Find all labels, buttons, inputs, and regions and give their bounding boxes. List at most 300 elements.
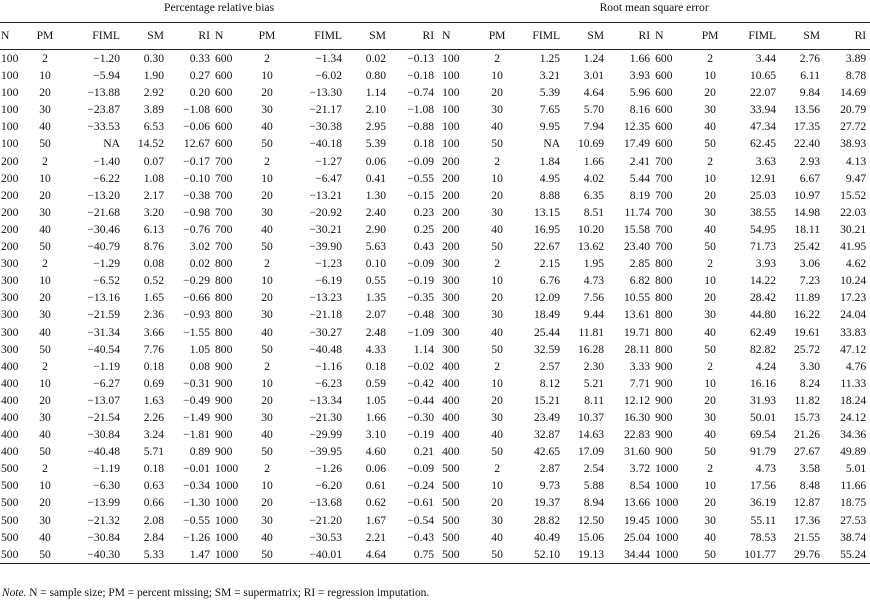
cell-sm: 11.81 <box>578 325 605 339</box>
cell-sm: 5.71 <box>143 445 164 459</box>
cell-ri: 16.30 <box>624 410 651 424</box>
cell-ri: 27.53 <box>840 513 867 527</box>
cell-ri: −0.88 <box>407 120 435 134</box>
cell-pm: 30 <box>261 410 273 424</box>
cell-ri: −0.54 <box>407 513 435 527</box>
cell-ri: 10.24 <box>840 274 867 288</box>
cell-pm: 2 <box>42 52 48 65</box>
column-header-ri: RI <box>824 23 870 50</box>
cell-n: 300 <box>442 342 460 356</box>
cell-ri: 38.93 <box>840 137 867 151</box>
cell-pm: 40 <box>704 222 716 236</box>
cell-fiml: 25.44 <box>534 325 561 339</box>
cell-fiml: −21.59 <box>87 308 120 322</box>
cell-pm: 20 <box>261 291 273 305</box>
column-header-fiml: FIML <box>284 23 346 50</box>
cell-ri: 0.89 <box>189 445 210 459</box>
cell-ri: 17.23 <box>840 291 867 305</box>
cell-fiml: 16.16 <box>750 376 777 390</box>
cell-sm: 13.62 <box>578 240 605 254</box>
cell-pm: 30 <box>261 513 273 527</box>
cell-pm: 30 <box>261 205 273 219</box>
cell-pm: 20 <box>491 291 503 305</box>
cell-ri: −0.55 <box>407 171 435 185</box>
cell-pm: 10 <box>491 274 503 288</box>
cell-n: 1000 <box>655 479 679 493</box>
cell-ri: −1.81 <box>183 428 210 442</box>
cell-sm: 2.26 <box>143 410 164 424</box>
cell-pm: 50 <box>250 546 284 564</box>
cell-n: 900 <box>215 445 233 459</box>
cell-n: 800 <box>215 325 233 339</box>
cell-ri: 8.16 <box>629 103 651 117</box>
cell-fiml: 12.91 <box>750 171 777 185</box>
cell-pm: 2 <box>42 359 48 373</box>
cell-ri: 34.36 <box>840 428 867 442</box>
cell-sm: 2.07 <box>365 308 386 322</box>
cell-pm: 30 <box>704 513 716 527</box>
cell-n: 100 <box>442 137 460 151</box>
table-row <box>0 375 870 392</box>
cell-sm: 10.20 <box>578 222 605 236</box>
cell-ri: −0.38 <box>183 188 210 202</box>
cell-n: 900 <box>215 359 233 373</box>
table-row <box>0 118 870 135</box>
cell-n: 700 <box>215 188 233 202</box>
cell-fiml: 13.15 <box>534 205 561 219</box>
cell-pm: 50 <box>704 445 716 459</box>
cell-ri: 6.82 <box>629 274 651 288</box>
cell-pm: 20 <box>261 86 273 100</box>
cell-n: 900 <box>215 410 233 424</box>
cell-sm: 14.98 <box>794 205 821 219</box>
cell-fiml: 55.11 <box>750 513 777 527</box>
cell-pm: 50 <box>261 137 273 151</box>
cell-ri: 30.21 <box>840 222 867 236</box>
cell-n: 900 <box>655 410 673 424</box>
cell-fiml: 25.03 <box>750 188 777 202</box>
cell-pm: 50 <box>491 137 503 151</box>
cell-fiml: −13.20 <box>87 188 120 202</box>
cell-ri: 18.24 <box>840 393 867 407</box>
cell-ri: −1.08 <box>407 103 435 117</box>
cell-pm: 40 <box>39 120 51 134</box>
cell-n: 1000 <box>214 546 250 564</box>
cell-n: 600 <box>655 69 673 83</box>
cell-pm: 2 <box>494 359 500 373</box>
cell-ri: 4.76 <box>845 359 867 373</box>
cell-ri: 8.78 <box>845 69 867 83</box>
cell-ri: 0.23 <box>413 205 435 219</box>
cell-ri: −0.18 <box>407 69 435 83</box>
cell-ri: −0.66 <box>183 291 210 305</box>
cell-n: 200 <box>1 222 19 236</box>
cell-n: 100 <box>1 69 19 83</box>
cell-fiml: −33.53 <box>87 120 120 134</box>
cell-n: 600 <box>655 137 673 151</box>
cell-sm: 3.10 <box>365 428 386 442</box>
cell-pm: 10 <box>39 479 51 493</box>
cell-fiml: 18.49 <box>534 308 561 322</box>
cell-ri: −1.08 <box>183 103 210 117</box>
cell-sm: 3.01 <box>583 69 605 83</box>
cell-n: 700 <box>655 222 673 236</box>
cell-ri: 31.60 <box>624 445 651 459</box>
cell-fiml: 4.24 <box>755 359 777 373</box>
cell-ri: −0.09 <box>407 257 435 271</box>
cell-ri: 19.71 <box>624 325 651 339</box>
cell-pm: 20 <box>704 291 716 305</box>
cell-sm: 17.36 <box>794 513 821 527</box>
cell-sm: 0.55 <box>365 274 386 288</box>
cell-ri: 28.11 <box>624 342 651 356</box>
cell-sm: 6.13 <box>143 222 164 236</box>
cell-pm: 30 <box>491 410 503 424</box>
cell-fiml: −23.87 <box>87 103 120 117</box>
cell-fiml: 8.88 <box>539 188 561 202</box>
cell-pm: 20 <box>39 393 51 407</box>
table-row <box>0 512 870 529</box>
cell-fiml: 2.87 <box>539 462 561 476</box>
cell-sm: 10.37 <box>578 410 605 424</box>
cell-sm: 9.44 <box>583 308 605 322</box>
cell-sm: 0.62 <box>365 496 386 510</box>
cell-ri: 3.93 <box>629 69 651 83</box>
cell-sm: 3.20 <box>143 205 164 219</box>
cell-sm: 1.66 <box>365 410 386 424</box>
cell-pm: 50 <box>261 240 273 254</box>
cell-fiml: 32.87 <box>534 428 561 442</box>
cell-n: 700 <box>655 154 673 168</box>
cell-sm: 17.35 <box>794 120 821 134</box>
table-row <box>0 494 870 511</box>
cell-n: 800 <box>655 274 673 288</box>
cell-sm: 1.24 <box>583 52 605 65</box>
cell-sm: 9.84 <box>799 86 821 100</box>
cell-sm: 2.76 <box>799 52 821 65</box>
group-header-rmse: Root mean square error <box>438 0 870 23</box>
cell-fiml: 62.49 <box>750 325 777 339</box>
cell-sm: 1.63 <box>143 393 164 407</box>
cell-pm: 20 <box>261 496 273 510</box>
cell-ri: 18.75 <box>840 496 867 510</box>
cell-ri: 55.24 <box>824 546 870 564</box>
cell-sm: 11.82 <box>794 393 821 407</box>
cell-sm: 0.08 <box>143 257 164 271</box>
cell-sm: 13.56 <box>794 103 821 117</box>
cell-sm: 4.02 <box>583 171 605 185</box>
cell-fiml: −21.30 <box>309 410 342 424</box>
cell-ri: 15.52 <box>840 188 867 202</box>
cell-ri: −1.30 <box>183 496 210 510</box>
note-label: Note. <box>2 587 27 599</box>
cell-ri: −0.76 <box>183 222 210 236</box>
cell-fiml: 7.65 <box>539 103 561 117</box>
cell-sm: 7.94 <box>583 120 605 134</box>
cell-pm: 2 <box>707 359 713 373</box>
cell-ri: 27.72 <box>840 120 867 134</box>
cell-ri: 14.69 <box>840 86 867 100</box>
cell-pm: 40 <box>39 325 51 339</box>
cell-pm: 2 <box>264 257 270 271</box>
cell-fiml: −13.16 <box>87 291 120 305</box>
cell-sm: 0.18 <box>365 359 386 373</box>
cell-n: 400 <box>442 428 460 442</box>
cell-n: 500 <box>1 496 19 510</box>
cell-ri: 5.01 <box>845 462 867 476</box>
cell-n: 100 <box>442 120 460 134</box>
cell-n: 100 <box>1 103 19 117</box>
cell-pm: 30 <box>39 103 51 117</box>
cell-pm: 50 <box>39 240 51 254</box>
cell-fiml: −13.21 <box>309 188 342 202</box>
cell-ri: −0.01 <box>183 462 210 476</box>
cell-sm: 7.76 <box>143 342 164 356</box>
cell-fiml: 71.73 <box>750 240 777 254</box>
cell-n: 800 <box>655 257 673 271</box>
cell-ri: 1.66 <box>629 52 651 65</box>
cell-n: 500 <box>1 462 19 476</box>
cell-pm: 50 <box>704 137 716 151</box>
cell-fiml: 38.55 <box>750 205 777 219</box>
column-header-pm: PM <box>480 23 514 50</box>
cell-fiml: −5.94 <box>93 69 120 83</box>
column-header-sm: SM <box>780 23 824 50</box>
cell-n: 100 <box>1 86 19 100</box>
cell-pm: 50 <box>261 445 273 459</box>
table-row <box>0 443 870 460</box>
table-row <box>0 153 870 170</box>
cell-ri: 3.02 <box>189 240 210 254</box>
cell-pm: 20 <box>704 86 716 100</box>
cell-n: 200 <box>1 188 19 202</box>
cell-n: 300 <box>1 291 19 305</box>
table-row <box>0 477 870 494</box>
cell-n: 900 <box>215 428 233 442</box>
cell-sm: 4.73 <box>583 274 605 288</box>
cell-n: 300 <box>442 308 460 322</box>
cell-sm: 6.35 <box>583 188 605 202</box>
cell-fiml: −6.47 <box>315 171 342 185</box>
cell-n: 600 <box>215 120 233 134</box>
cell-n: 300 <box>442 325 460 339</box>
cell-pm: 10 <box>491 69 503 83</box>
cell-pm: 10 <box>39 376 51 390</box>
cell-pm: 10 <box>704 376 716 390</box>
cell-fiml: 4.73 <box>755 462 777 476</box>
cell-sm: 14.63 <box>578 428 605 442</box>
cell-fiml: 82.82 <box>750 342 777 356</box>
cell-sm: 5.70 <box>583 103 605 117</box>
cell-pm: 2 <box>494 257 500 271</box>
cell-n: 400 <box>442 393 460 407</box>
cell-n: 1000 <box>655 496 679 510</box>
cell-ri: −0.42 <box>407 376 435 390</box>
cell-n: 1000 <box>654 546 694 564</box>
cell-n: 1000 <box>215 496 239 510</box>
cell-n: 100 <box>1 52 19 65</box>
cell-pm: 50 <box>491 342 503 356</box>
cell-n: 800 <box>215 291 233 305</box>
cell-pm: 40 <box>261 530 273 544</box>
cell-n: 900 <box>655 376 673 390</box>
column-header-fiml: FIML <box>726 23 780 50</box>
cell-n: 600 <box>655 86 673 100</box>
cell-pm: 50 <box>694 546 726 564</box>
cell-sm: 6.67 <box>799 171 821 185</box>
cell-pm: 40 <box>261 222 273 236</box>
cell-ri: 1.14 <box>413 342 435 356</box>
table-row <box>0 546 870 564</box>
cell-ri: −0.74 <box>407 86 435 100</box>
cell-sm: 0.18 <box>143 462 164 476</box>
cell-pm: 30 <box>704 410 716 424</box>
column-header-sm: SM <box>124 23 168 50</box>
table-row <box>0 426 870 443</box>
cell-n: 500 <box>1 479 19 493</box>
cell-n: 400 <box>442 445 460 459</box>
cell-sm: 15.06 <box>578 530 605 544</box>
cell-sm: 8.48 <box>799 479 821 493</box>
cell-n: 500 <box>1 530 19 544</box>
cell-sm: 16.22 <box>794 308 821 322</box>
cell-ri: 11.33 <box>840 376 867 390</box>
cell-pm: 30 <box>261 103 273 117</box>
cell-ri: 41.95 <box>840 240 867 254</box>
cell-n: 900 <box>655 445 673 459</box>
column-header-sm: SM <box>346 23 390 50</box>
column-header-pm: PM <box>250 23 284 50</box>
cell-pm: 50 <box>480 546 514 564</box>
cell-fiml: NA <box>103 137 120 151</box>
cell-n: 500 <box>438 546 480 564</box>
cell-fiml: −13.88 <box>87 86 120 100</box>
cell-ri: 17.49 <box>624 137 651 151</box>
cell-sm: 17.09 <box>578 445 605 459</box>
cell-n: 700 <box>215 205 233 219</box>
cell-sm: 0.02 <box>365 52 386 65</box>
cell-pm: 40 <box>491 222 503 236</box>
cell-fiml: −13.23 <box>309 291 342 305</box>
cell-pm: 30 <box>39 308 51 322</box>
cell-fiml: 12.09 <box>534 291 561 305</box>
cell-ri: 12.67 <box>183 137 210 151</box>
cell-fiml: 2.15 <box>539 257 561 271</box>
cell-ri: 9.47 <box>845 171 867 185</box>
table-body <box>0 50 870 564</box>
cell-n: 600 <box>215 103 233 117</box>
cell-sm: 0.63 <box>143 479 164 493</box>
cell-pm: 20 <box>491 496 503 510</box>
cell-sm: 1.66 <box>583 154 605 168</box>
cell-pm: 30 <box>491 103 503 117</box>
cell-ri: 13.66 <box>624 496 651 510</box>
table-row <box>0 392 870 409</box>
cell-fiml: −30.84 <box>87 530 120 544</box>
cell-ri: 0.43 <box>413 240 435 254</box>
cell-pm: 30 <box>491 308 503 322</box>
cell-ri: −0.19 <box>407 428 435 442</box>
cell-pm: 2 <box>264 359 270 373</box>
cell-pm: 10 <box>704 171 716 185</box>
cell-n: 200 <box>442 240 460 254</box>
cell-fiml: −30.84 <box>87 428 120 442</box>
cell-sm: 0.18 <box>143 359 164 373</box>
cell-n: 900 <box>655 428 673 442</box>
table-row <box>0 187 870 204</box>
cell-ri: 8.54 <box>629 479 651 493</box>
table-row <box>0 238 870 255</box>
cell-ri: 12.35 <box>624 120 651 134</box>
cell-pm: 20 <box>261 188 273 202</box>
cell-ri: 47.12 <box>840 342 867 356</box>
cell-fiml: −39.90 <box>309 240 342 254</box>
cell-ri: 11.66 <box>840 479 867 493</box>
cell-fiml: −1.16 <box>315 359 342 373</box>
cell-fiml: 62.45 <box>750 137 777 151</box>
cell-sm: 2.21 <box>365 530 386 544</box>
cell-pm: 40 <box>704 120 716 134</box>
cell-ri: −1.55 <box>183 325 210 339</box>
cell-fiml: 32.59 <box>534 342 561 356</box>
cell-sm: 15.73 <box>794 410 821 424</box>
cell-pm: 30 <box>704 205 716 219</box>
cell-fiml: −1.34 <box>315 52 342 65</box>
cell-pm: 40 <box>261 428 273 442</box>
cell-sm: 1.05 <box>365 393 386 407</box>
cell-sm: 5.39 <box>365 137 386 151</box>
cell-pm: 20 <box>704 393 716 407</box>
cell-pm: 10 <box>261 171 273 185</box>
cell-sm: 2.48 <box>365 325 386 339</box>
table-row <box>0 50 870 68</box>
cell-sm: 8.24 <box>799 376 821 390</box>
cell-fiml: 54.95 <box>750 222 777 236</box>
cell-sm: 2.30 <box>583 359 605 373</box>
cell-fiml: −40.48 <box>309 342 342 356</box>
table-row <box>0 341 870 358</box>
cell-fiml: 28.82 <box>534 513 561 527</box>
table-row <box>0 324 870 341</box>
cell-n: 800 <box>215 342 233 356</box>
cell-sm: 2.40 <box>365 205 386 219</box>
cell-ri: 2.85 <box>629 257 651 271</box>
cell-n: 400 <box>442 359 460 373</box>
cell-fiml: −40.01 <box>284 546 346 564</box>
cell-fiml: −30.21 <box>309 222 342 236</box>
cell-sm: 8.51 <box>583 205 605 219</box>
cell-n: 500 <box>442 479 460 493</box>
cell-fiml: 42.65 <box>534 445 561 459</box>
cell-pm: 10 <box>704 69 716 83</box>
cell-pm: 2 <box>707 257 713 271</box>
cell-pm: 10 <box>491 376 503 390</box>
cell-sm: 10.97 <box>794 188 821 202</box>
cell-sm: 8.76 <box>143 240 164 254</box>
cell-n: 300 <box>1 342 19 356</box>
cell-ri: −0.09 <box>407 462 435 476</box>
cell-pm: 40 <box>704 428 716 442</box>
cell-n: 1000 <box>215 513 239 527</box>
cell-fiml: 9.73 <box>539 479 561 493</box>
cell-ri: 3.33 <box>629 359 651 373</box>
cell-fiml: −40.30 <box>62 546 124 564</box>
cell-n: 1000 <box>655 530 679 544</box>
cell-pm: 40 <box>704 325 716 339</box>
cell-ri: 24.04 <box>840 308 867 322</box>
cell-sm: 4.64 <box>346 546 390 564</box>
cell-fiml: −1.23 <box>315 257 342 271</box>
